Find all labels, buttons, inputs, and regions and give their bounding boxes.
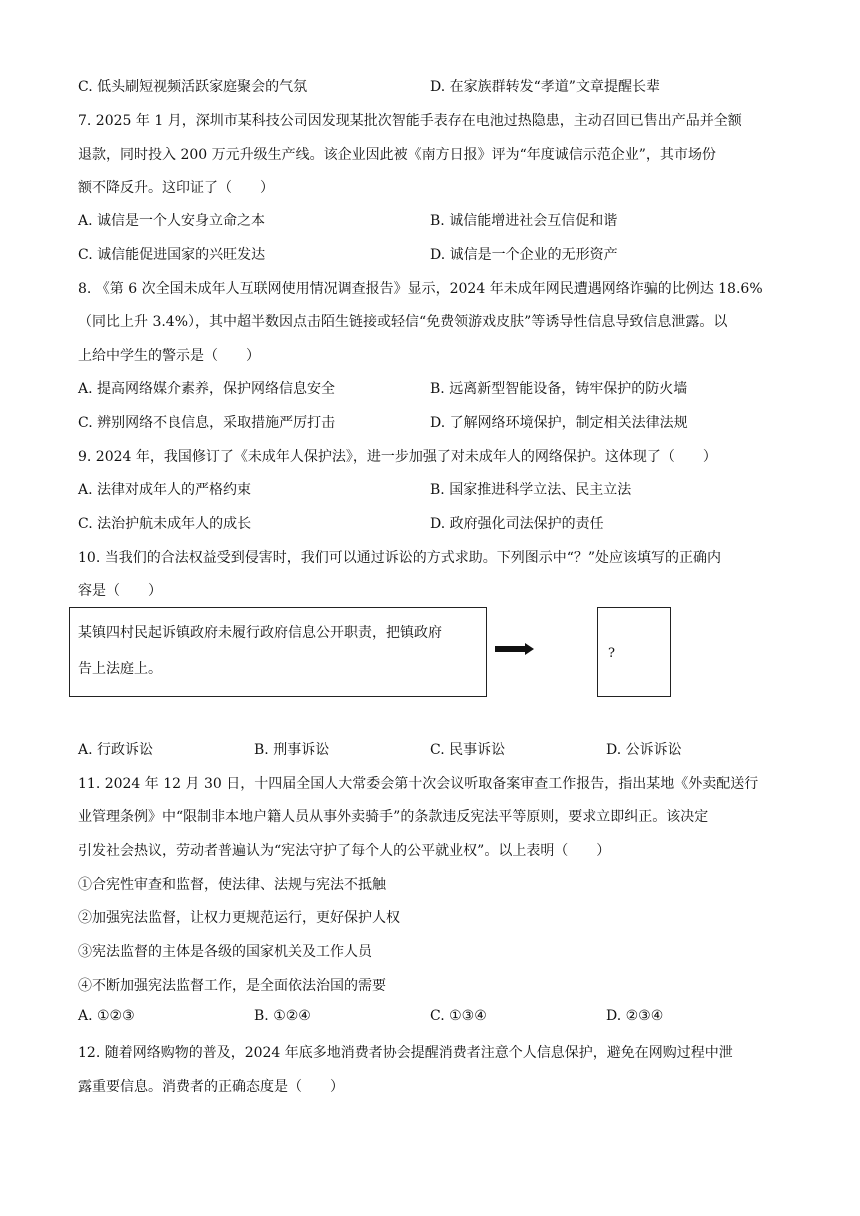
right-arrow-head-icon	[525, 643, 534, 655]
q11-statement-3: ③宪法监督的主体是各级的国家机关及工作人员	[78, 944, 372, 960]
q7-stem-line2: 退款，同时投入 200 万元升级生产线。该企业因此被《南方日报》评为“年度诚信示范企业”，其市场份	[78, 147, 716, 163]
q10-case-line1: 某镇四村民起诉镇政府未履行政府信息公开职责，把镇政府	[78, 625, 442, 641]
q10-question-mark: ?	[608, 646, 615, 661]
q8-stem-line3: 上给中学生的警示是（ ）	[78, 348, 260, 364]
q10-option-d: D. 公诉诉讼	[606, 742, 682, 758]
q11-option-b: B. ①②④	[254, 1008, 311, 1024]
q10-answer-box	[597, 607, 671, 697]
q10-option-b: B. 刑事诉讼	[254, 742, 330, 758]
q10-option-c: C. 民事诉讼	[430, 742, 506, 758]
q10-option-a: A. 行政诉讼	[78, 742, 154, 758]
q9-option-b: B. 国家推进科学立法、民主立法	[430, 482, 632, 498]
q11-stem-line2: 业管理条例》中“限制非本地户籍人员从事外卖骑手”的条款违反宪法平等原则，要求立即纠正。该决定	[78, 809, 709, 825]
q11-stem-line3: 引发社会热议，劳动者普遍认为“宪法守护了每个人的公平就业权”。以上表明（ ）	[78, 843, 611, 859]
q8-option-d: D. 了解网络环境保护，制定相关法律法规	[430, 415, 688, 431]
q8-stem-line1: 8. 《第 6 次全国未成年人互联网使用情况调查报告》显示，2024 年未成年网民遭遇网络诈骗的比例达 18.6%	[78, 281, 763, 297]
q11-option-d: D. ②③④	[606, 1008, 664, 1024]
q12-stem-line1: 12. 随着网络购物的普及，2024 年底多地消费者协会提醒消费者注意个人信息保护，避免在网购过程中泄	[78, 1045, 733, 1061]
q9-option-d: D. 政府强化司法保护的责任	[430, 516, 604, 532]
q7-option-a: A. 诚信是一个人安身立命之本	[78, 213, 266, 229]
q10-case-line2: 告上法庭上。	[78, 661, 162, 677]
q7-option-d: D. 诚信是一个企业的无形资产	[430, 247, 618, 263]
q11-stem-line1: 11. 2024 年 12 月 30 日，十四届全国人大常委会第十次会议听取备案审查工作报告，指出某地《外卖配送行	[78, 776, 759, 792]
q11-option-a: A. ①②③	[78, 1008, 135, 1024]
q8-option-a: A. 提高网络媒介素养，保护网络信息安全	[78, 381, 336, 397]
q10-case-box	[69, 607, 487, 697]
q12-stem-line2: 露重要信息。消费者的正确态度是（ ）	[78, 1079, 344, 1095]
q10-stem-line1: 10. 当我们的合法权益受到侵害时，我们可以通过诉讼的方式求助。下列图示中“？”处应该填写的正确内	[78, 550, 722, 566]
q9-option-a: A. 法律对成年人的严格约束	[78, 482, 252, 498]
q7-stem-line1: 7. 2025 年 1 月，深圳市某科技公司因发现某批次智能手表存在电池过热隐患，主动召回已售出产品并全额	[78, 113, 742, 129]
q6-option-c: C. 低头刷短视频活跃家庭聚会的气氛	[78, 79, 308, 95]
q6-option-d: D. 在家族群转发“孝道”文章提醒长辈	[430, 79, 660, 95]
q11-option-c: C. ①③④	[430, 1008, 487, 1024]
q7-option-c: C. 诚信能促进国家的兴旺发达	[78, 247, 266, 263]
q7-stem-line3: 额不降反升。这印证了（ ）	[78, 180, 274, 196]
q10-stem-line2: 容是（ ）	[78, 583, 162, 599]
q8-option-c: C. 辨别网络不良信息，采取措施严厉打击	[78, 415, 336, 431]
q9-stem-line1: 9. 2024 年，我国修订了《未成年人保护法》，进一步加强了对未成年人的网络保护。这体现了（ ）	[78, 449, 717, 465]
right-arrow-icon	[495, 646, 527, 652]
q8-option-b: B. 远离新型智能设备，铸牢保护的防火墙	[430, 381, 688, 397]
q11-statement-4: ④不断加强宪法监督工作，是全面依法治国的需要	[78, 978, 386, 994]
q11-statement-1: ①合宪性审查和监督，使法律、法规与宪法不抵触	[78, 877, 386, 893]
q11-statement-2: ②加强宪法监督，让权力更规范运行，更好保护人权	[78, 910, 400, 926]
q8-stem-line2: （同比上升 3.4%），其中超半数因点击陌生链接或轻信“免费领游戏皮肤”等诱导性信息导致信息泄露。以	[78, 314, 728, 330]
q7-option-b: B. 诚信能增进社会互信促和谐	[430, 213, 618, 229]
q9-option-c: C. 法治护航未成年人的成长	[78, 516, 252, 532]
